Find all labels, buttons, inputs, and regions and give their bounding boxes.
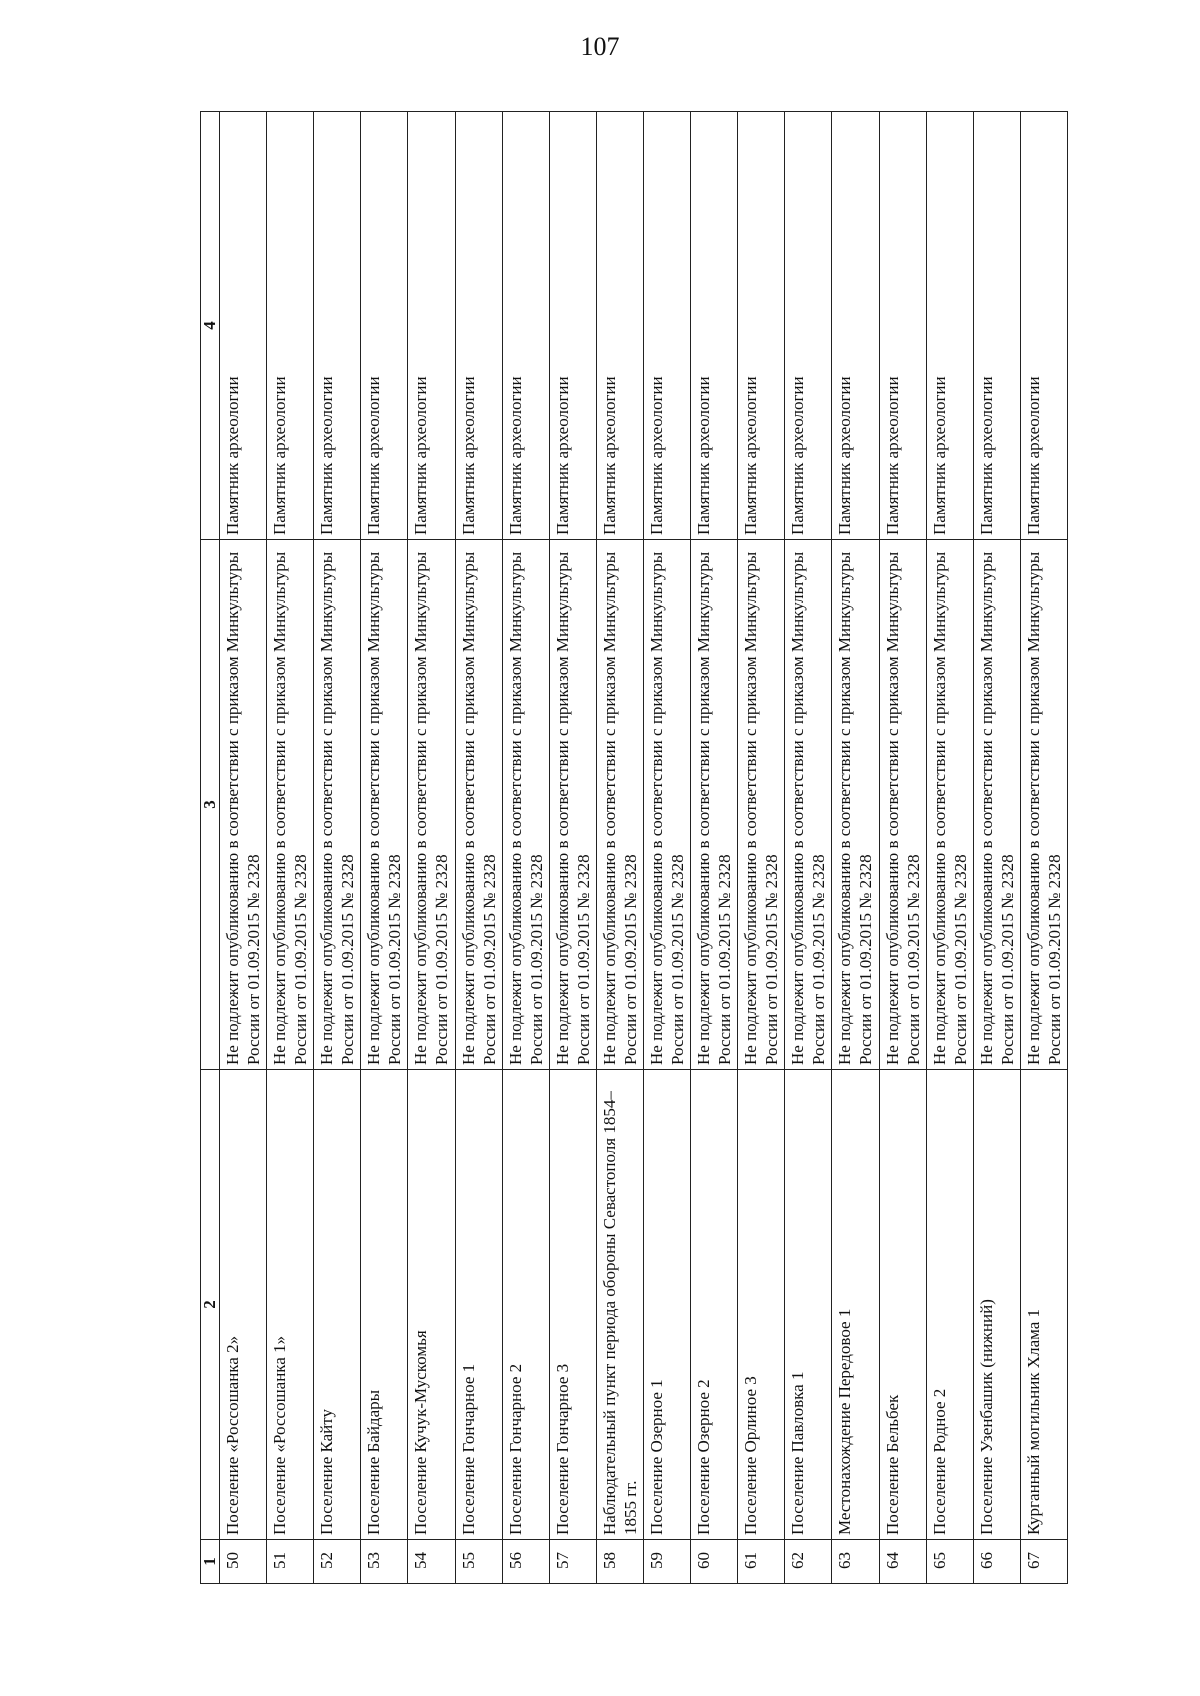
object-name: Поселение Кучук-Мускомья	[408, 1070, 455, 1540]
object-type: Памятник археологии	[973, 112, 1020, 540]
object-type: Памятник археологии	[314, 112, 361, 540]
row-number: 59	[643, 1540, 690, 1584]
object-note: Не подлежит опубликованию в соответствии с приказом Минкультуры России от 01.09.2015 № 2328	[879, 540, 926, 1070]
row-number: 50	[220, 1540, 267, 1584]
table-row	[408, 112, 455, 1584]
object-type: Памятник археологии	[832, 112, 879, 540]
object-name: Поселение Орлиное 3	[738, 1070, 785, 1540]
table-row	[549, 112, 596, 1584]
object-name: Поселение Родное 2	[926, 1070, 973, 1540]
row-number: 62	[785, 1540, 832, 1584]
object-name: Поселение Гончарное 1	[455, 1070, 502, 1540]
monuments-table-rotated	[200, 112, 1068, 1584]
row-number: 53	[361, 1540, 408, 1584]
object-note: Не подлежит опубликованию в соответствии с приказом Минкультуры России от 01.09.2015 № 2328	[408, 540, 455, 1070]
row-number: 63	[832, 1540, 879, 1584]
table-row	[643, 112, 690, 1584]
row-number: 58	[596, 1540, 643, 1584]
object-name: Поселение Павловка 1	[785, 1070, 832, 1540]
column-header-name: 2	[201, 1070, 220, 1540]
object-type: Памятник археологии	[691, 112, 738, 540]
object-note: Не подлежит опубликованию в соответствии с приказом Минкультуры России от 01.09.2015 № 2328	[502, 540, 549, 1070]
row-number: 54	[408, 1540, 455, 1584]
object-name: Курганный могильник Хлама 1	[1020, 1070, 1067, 1540]
object-name: Поселение Озерное 1	[643, 1070, 690, 1540]
row-number: 64	[879, 1540, 926, 1584]
object-note: Не подлежит опубликованию в соответствии с приказом Минкультуры России от 01.09.2015 № 2328	[314, 540, 361, 1070]
table-row	[738, 112, 785, 1584]
object-note: Не подлежит опубликованию в соответствии с приказом Минкультуры России от 01.09.2015 № 2328	[785, 540, 832, 1070]
row-number: 57	[549, 1540, 596, 1584]
table-header-row	[201, 112, 220, 1584]
table-row	[220, 112, 267, 1584]
table-row	[596, 112, 643, 1584]
object-name: Местонахождение Передовое 1	[832, 1070, 879, 1540]
row-number: 55	[455, 1540, 502, 1584]
object-note: Не подлежит опубликованию в соответствии с приказом Минкультуры России от 01.09.2015 № 2328	[455, 540, 502, 1070]
object-type: Памятник археологии	[926, 112, 973, 540]
object-type: Памятник археологии	[220, 112, 267, 540]
object-name: Поселение Гончарное 3	[549, 1070, 596, 1540]
table-row	[314, 112, 361, 1584]
row-number: 67	[1020, 1540, 1067, 1584]
object-type: Памятник археологии	[361, 112, 408, 540]
monuments-table	[200, 111, 1068, 1584]
object-note: Не подлежит опубликованию в соответствии с приказом Минкультуры России от 01.09.2015 № 2328	[926, 540, 973, 1070]
table-row	[926, 112, 973, 1584]
object-note: Не подлежит опубликованию в соответствии с приказом Минкультуры России от 01.09.2015 № 2328	[267, 540, 314, 1070]
object-type: Памятник археологии	[1020, 112, 1067, 540]
row-number: 60	[691, 1540, 738, 1584]
page-number: 107	[580, 32, 620, 61]
table-row	[832, 112, 879, 1584]
object-note: Не подлежит опубликованию в соответствии с приказом Минкультуры России от 01.09.2015 № 2328	[832, 540, 879, 1070]
object-note: Не подлежит опубликованию в соответствии с приказом Минкультуры России от 01.09.2015 № 2328	[1020, 540, 1067, 1070]
object-note: Не подлежит опубликованию в соответствии с приказом Минкультуры России от 01.09.2015 № 2328	[361, 540, 408, 1070]
object-name: Поселение Байдары	[361, 1070, 408, 1540]
object-name: Поселение Кайту	[314, 1070, 361, 1540]
object-name: Поселение Узенбашик (нижний)	[973, 1070, 1020, 1540]
column-header-note: 3	[201, 540, 220, 1070]
table-row	[1020, 112, 1067, 1584]
object-note: Не подлежит опубликованию в соответствии с приказом Минкультуры России от 01.09.2015 № 2328	[973, 540, 1020, 1070]
object-type: Памятник археологии	[549, 112, 596, 540]
row-number: 56	[502, 1540, 549, 1584]
object-type: Памятник археологии	[785, 112, 832, 540]
row-number: 65	[926, 1540, 973, 1584]
table-row	[691, 112, 738, 1584]
table-row	[973, 112, 1020, 1584]
object-type: Памятник археологии	[596, 112, 643, 540]
object-note: Не подлежит опубликованию в соответствии с приказом Минкультуры России от 01.09.2015 № 2328	[549, 540, 596, 1070]
object-name: Поселение Гончарное 2	[502, 1070, 549, 1540]
column-header-number: 1	[201, 1540, 220, 1584]
table-row	[879, 112, 926, 1584]
object-type: Памятник археологии	[879, 112, 926, 540]
row-number: 66	[973, 1540, 1020, 1584]
table-row	[785, 112, 832, 1584]
object-type: Памятник археологии	[738, 112, 785, 540]
object-type: Памятник археологии	[643, 112, 690, 540]
object-note: Не подлежит опубликованию в соответствии с приказом Минкультуры России от 01.09.2015 № 2328	[220, 540, 267, 1070]
table-row	[361, 112, 408, 1584]
object-name: Поселение Озерное 2	[691, 1070, 738, 1540]
table-row	[267, 112, 314, 1584]
object-note: Не подлежит опубликованию в соответствии с приказом Минкультуры России от 01.09.2015 № 2328	[596, 540, 643, 1070]
object-name: Поселение Бельбек	[879, 1070, 926, 1540]
object-type: Памятник археологии	[502, 112, 549, 540]
object-type: Памятник археологии	[408, 112, 455, 540]
object-type: Памятник археологии	[455, 112, 502, 540]
row-number: 52	[314, 1540, 361, 1584]
object-name: Наблюдательный пункт периода обороны Севастополя 1854–1855 гг.	[596, 1070, 643, 1540]
object-name: Поселение «Россошанка 2»	[220, 1070, 267, 1540]
row-number: 51	[267, 1540, 314, 1584]
object-type: Памятник археологии	[267, 112, 314, 540]
object-note: Не подлежит опубликованию в соответствии с приказом Минкультуры России от 01.09.2015 № 2328	[738, 540, 785, 1070]
object-note: Не подлежит опубликованию в соответствии с приказом Минкультуры России от 01.09.2015 № 2328	[643, 540, 690, 1070]
table-row	[502, 112, 549, 1584]
column-header-type: 4	[201, 112, 220, 540]
table-row	[455, 112, 502, 1584]
object-note: Не подлежит опубликованию в соответствии с приказом Минкультуры России от 01.09.2015 № 2328	[691, 540, 738, 1070]
row-number: 61	[738, 1540, 785, 1584]
object-name: Поселение «Россошанка 1»	[267, 1070, 314, 1540]
